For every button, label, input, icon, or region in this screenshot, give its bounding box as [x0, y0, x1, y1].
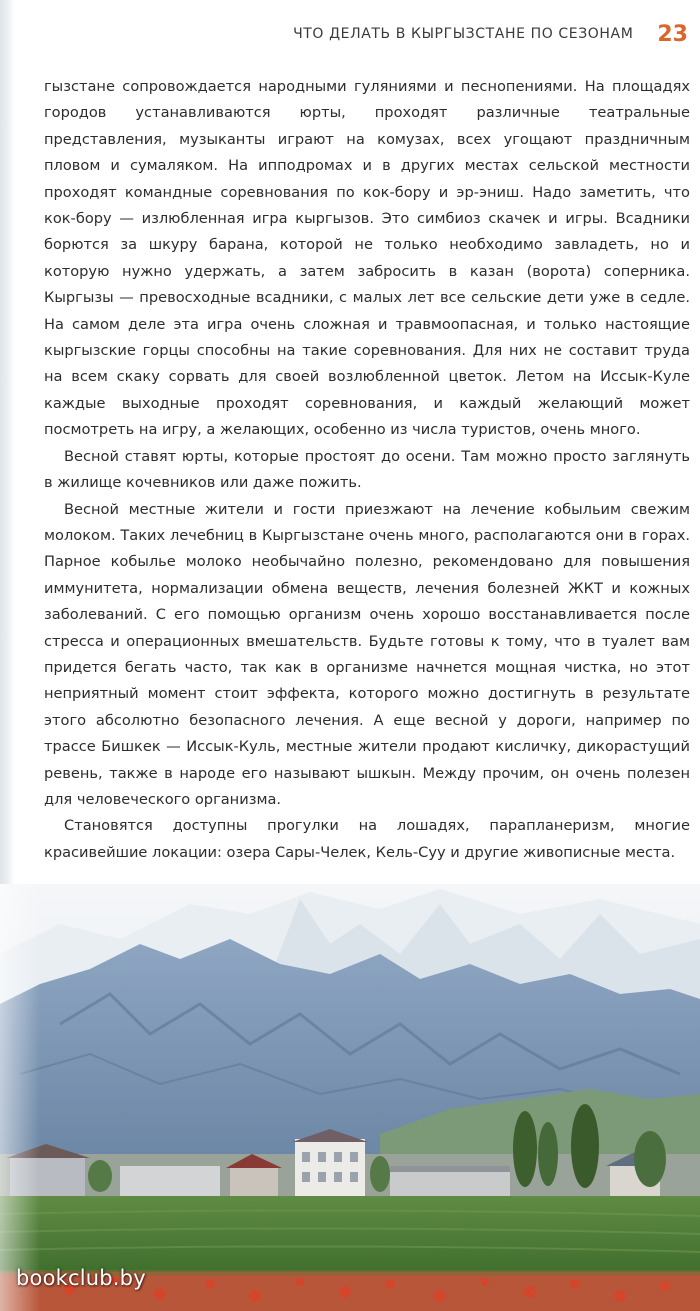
- page-number: 23: [657, 21, 688, 47]
- watermark: bookclub.by: [16, 1266, 146, 1290]
- gutter-fade: [0, 884, 40, 1311]
- green-field: [0, 1196, 700, 1276]
- paragraph-3: Весной местные жители и гости приезжают на лечение кобыльим свежим молоком. Таких лечебниц в Кыргызстане очень много, располагаются они в горах. Парное кобылье молоко необычайно полезно, рекомендовано для повышения иммунитета, нормализации обмена веществ, лечения болезней ЖКТ и кожных заболеваний. С его помощью организм очень хорошо восстанавливается после стресса и операционных вмешательств. Будьте готовы к тому, что в туалет вам придется бегать часто, так как в организме начнется мощная чистка, но этот неприятный момент стоит эффекта, которого можно достигнуть в результате этого абсолютно безопасного лечения. А еще весной у дороги, например по трассе Бишкек — Иссык-Куль, местные жители продают кисличку, дикорастущий ревень, также в народе его называют ышкын. Между прочим, он очень полезен для человеческого организма.: [44, 500, 690, 808]
- paragraph-4: Становятся доступны прогулки на лошадях, парапланеризм, многие красивейшие локации: озера Сары-Челек, Кель-Суу и другие живописные места.: [44, 817, 690, 861]
- landscape-illustration: [0, 884, 700, 1311]
- landscape-photo: [0, 884, 700, 1311]
- article-body: [44, 74, 690, 866]
- paragraph-1: гызстане сопровождается народными гуляниями и песнопениями. На площадях городов устанавливаются юрты, проходят различные театральные представления, музыканты играют на комузах, всех угощают праздничным пловом и сумаляком. На ипподромах и в других местах сельской местности проходят командные соревнования по кок-бору и эр-эниш. Надо заметить, что кок-бору — излюбленная игра кыргызов. Это симбиоз скачек и игры. Всадники борются за шкуру барана, которой не только необходимо завладеть, но и которую нужно удержать, а затем забросить в казан (ворота) соперника. Кыргызы — превосходные всадники, с малых лет все сельские дети уже в седле. На самом деле эта игра очень сложная и травмоопасная, и только настоящие кыргызские горцы способны на такие соревнования. Для них не составит труда на всем скаку сорвать для своей возлюбленной цветок. Летом на Иссык-Куле каждые выходные проходят соревнования, и каждый желающий может посмотреть на игру, а желающих, особенно из числа туристов, очень много.: [44, 78, 690, 439]
- running-header: [40, 16, 688, 52]
- section-title: ЧТО ДЕЛАТЬ В КЫРГЫЗСТАНЕ ПО СЕЗОНАМ: [293, 26, 634, 42]
- paragraph-2: Весной ставят юрты, которые простоят до осени. Там можно просто заглянуть в жилище кочевников или даже пожить.: [44, 447, 690, 492]
